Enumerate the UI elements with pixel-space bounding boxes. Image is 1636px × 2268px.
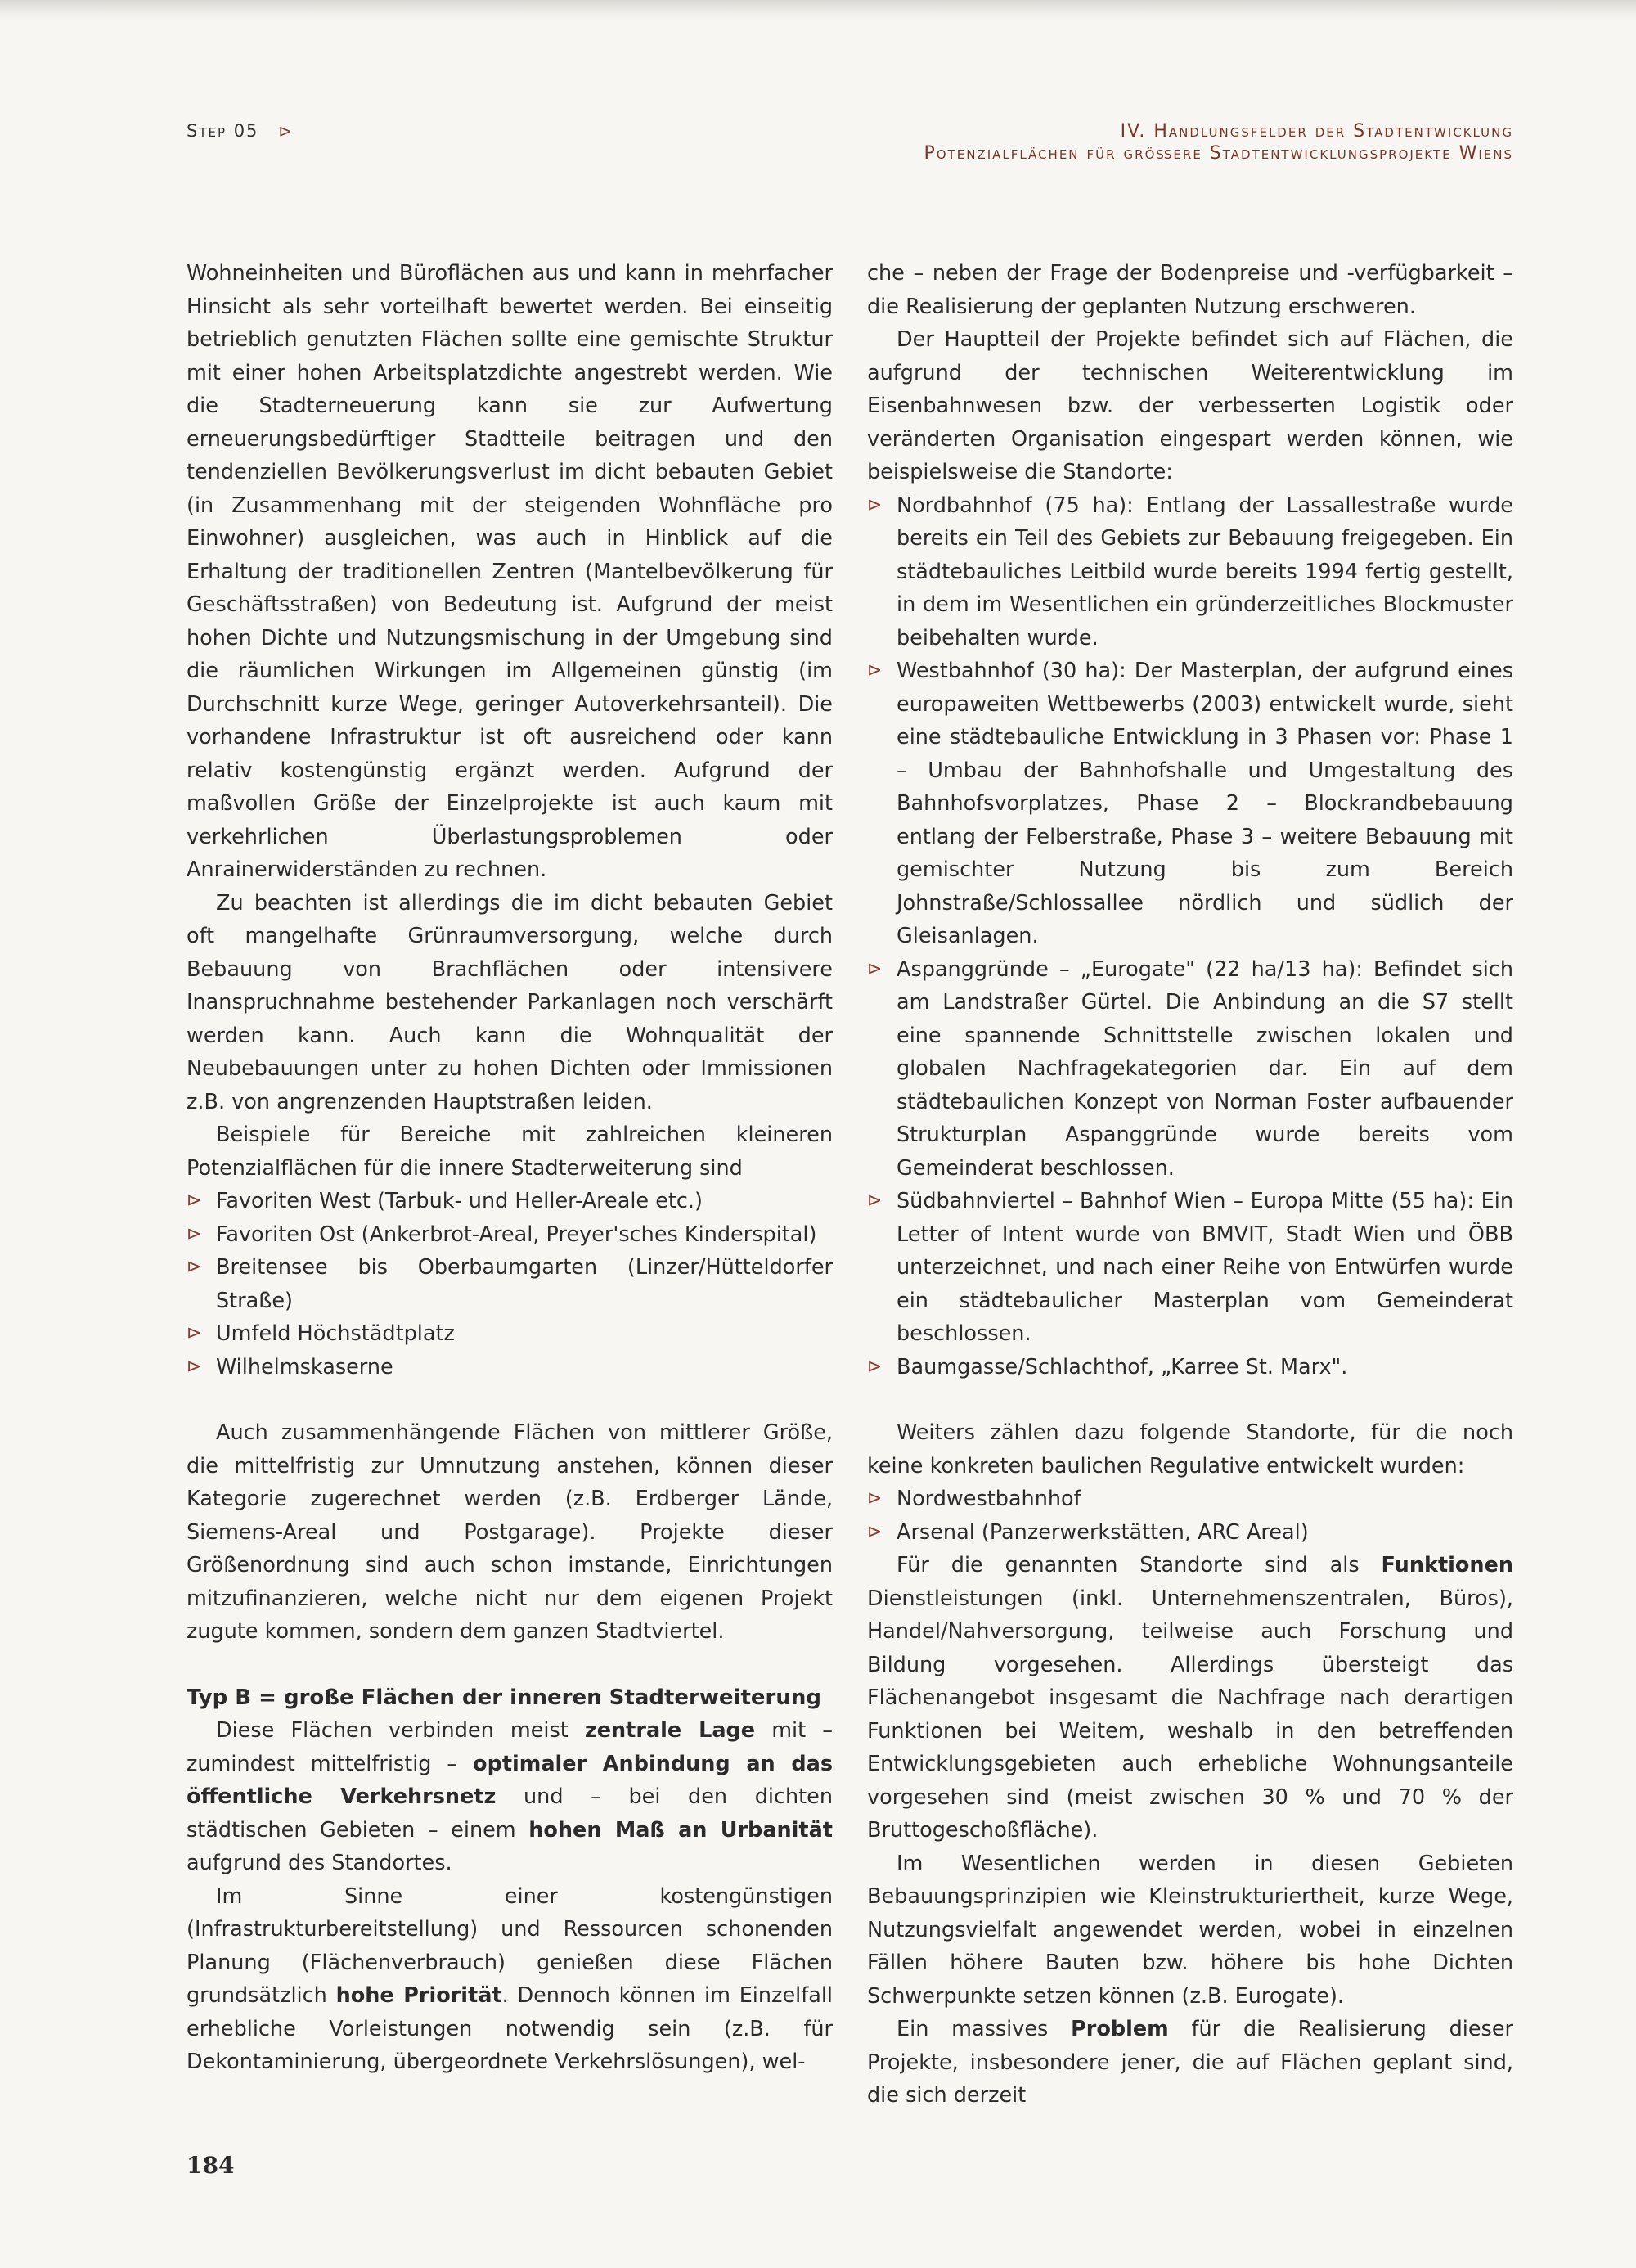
list-item: ⊳ Favoriten Ost (Ankerbrot-Areal, Preyer'sches Kinderspital) bbox=[187, 1218, 833, 1252]
list-item: ⊳ Aspanggründe – „Eurogate" (22 ha/13 ha): Befindet sich am Landstraßer Gürtel. Die Anbindung an die S7 stellt eine spannende Schnittstelle zwischen lokalen und globalen Nachfragekategorien dar. Ein auf dem städtebaulichen Konzept von Norman Foster aufbauender Strukturplan Aspanggründe wurde bereits vom Gemeinderat beschlossen. bbox=[867, 953, 1513, 1186]
triangle-bullet-icon: ⊳ bbox=[867, 1488, 883, 1509]
further-locations-list bbox=[867, 1483, 1513, 1549]
triangle-bullet-icon: ⊳ bbox=[867, 1190, 883, 1211]
triangle-bullet-icon: ⊳ bbox=[867, 660, 883, 681]
list-item: ⊳ Breitensee bis Oberbaumgarten (Linzer/Hütteldorfer Straße) bbox=[187, 1251, 833, 1317]
list-item: ⊳ Umfeld Höchstädtplatz bbox=[187, 1317, 833, 1351]
triangle-bullet-icon: ⊳ bbox=[867, 1356, 883, 1377]
triangle-bullet-icon: ⊳ bbox=[187, 1223, 202, 1244]
list-item: ⊳ Nordbahnhof (75 ha): Entlang der Lassallestraße wurde bereits ein Teil des Gebiets zur Bebauung freigegeben. Ein städtebauliches Leitbild wurde bereits 1994 fertig gestellt, in dem im Wesentlichen ein gründerzeitliches Blockmuster beibehalten wurde. bbox=[867, 489, 1513, 655]
list-item: ⊳ Arsenal (Panzerwerkstätten, ARC Areal) bbox=[867, 1516, 1513, 1550]
paragraph: Beispiele für Bereiche mit zahlreichen kleineren Potenzialflächen für die innere Stadterweiterung sind bbox=[187, 1123, 833, 1181]
step-text: Step 05 bbox=[187, 121, 259, 141]
list-item: ⊳ Favoriten West (Tarbuk- und Heller-Areale etc.) bbox=[187, 1185, 833, 1218]
section-title: Potenzialflächen für größere Stadtentwicklungsprojekte Wiens bbox=[924, 143, 1513, 164]
triangle-bullet-icon: ⊳ bbox=[187, 1356, 202, 1377]
list-item: ⊳ Baumgasse/Schlachthof, „Karree St. Marx". bbox=[867, 1351, 1513, 1384]
paragraph: Der Hauptteil der Projekte befindet sich auf Flächen, die aufgrund der technischen Weiterentwicklung im Eisenbahnwesen bzw. der verbesserten Logistik oder veränderten Organisation eingespart werden können, wie beispielsweise die Standorte: bbox=[867, 327, 1513, 484]
paragraph: Zu beachten ist allerdings die im dicht bebauten Gebiet oft mangelhafte Grünraumversorgung, welche durch Bebauung von Brachflächen oder intensivere Inanspruchnahme bestehender Parkanlagen noch verschärft werden kann. Auch kann die Wohnqualität der Neubebauungen unter zu hohen Dichten oder Immissionen z.B. von angrenzenden Hauptstraßen leiden. bbox=[187, 890, 833, 1114]
triangle-bullet-icon: ⊳ bbox=[867, 494, 883, 515]
list-item: ⊳ Nordwestbahnhof bbox=[867, 1483, 1513, 1516]
triangle-bullet-icon: ⊳ bbox=[187, 1323, 202, 1343]
list-item: ⊳ Wilhelmskaserne bbox=[187, 1351, 833, 1384]
triangle-bullet-icon: ⊳ bbox=[187, 1190, 202, 1211]
triangle-bullet-icon: ⊳ bbox=[867, 1521, 883, 1542]
page-number: 184 bbox=[187, 2152, 235, 2179]
triangle-bullet-icon: ⊳ bbox=[187, 1257, 202, 1277]
paragraph: Im Sinne einer kostengünstigen (Infrastrukturbereitstellung) und Ressourcen schonenden Planung (Flächenverbrauch) genießen diese Flächen grundsätzlich hohe Priorität. Dennoch können im Einzelfall erhebliche Vorleistungen notwendig sein (z.B. für Dekontaminierung, übergeordnete Verkehrslösungen), wel- bbox=[187, 1883, 833, 2074]
step-label bbox=[187, 121, 294, 141]
right-column bbox=[867, 257, 1513, 2113]
paragraph: Auch zusammenhängende Flächen von mittlerer Größe, die mittelfristig zur Umnutzung anstehen, können dieser Kategorie zugerechnet werden (z.B. Erdberger Lände, Siemens-Areal und Postgarage). Projekte dieser Größenordnung sind auch schon imstande, Einrichtungen mitzufinanzieren, welche nicht nur dem eigenen Projekt zugute kommen, sondern dem ganzen Stadtviertel. bbox=[187, 1420, 833, 1644]
list-item: ⊳ Westbahnhof (30 ha): Der Masterplan, der aufgrund eines europaweiten Wettbewerbs (2003) entwickelt wurde, sieht eine städtebauliche Entwicklung in 3 Phasen vor: Phase 1 – Umbau der Bahnhofshalle und Umgestaltung des Bahnhofsvorplatzes, Phase 2 – Blockrandbebauung entlang der Felberstraße, Phase 3 – weitere Bebauung mit gemischter Nutzung bis zum Bereich Johnstraße/Schlossallee nördlich und südlich der Gleisanlagen. bbox=[867, 655, 1513, 953]
examples-list bbox=[187, 1185, 833, 1384]
paragraph: Für die genannten Standorte sind als Funktionen Dienstleistungen (inkl. Unternehmenszentralen, Büros), Handel/Nahversorgung, teilweise auch Forschung und Bildung vorgesehen. Allerdings übersteigt das Flächenangebot insgesamt die Nachfrage nach derartigen Funktionen bei Weitem, weshalb in den betreffenden Entwicklungsgebieten auch erhebliche Wohnungsanteile vorgesehen sind (meist zwischen 30 % und 70 % der Bruttogeschoßfläche). bbox=[867, 1553, 1513, 1843]
paragraph: Diese Flächen verbinden meist zentrale Lage mit – zumindest mittelfristig – optimaler Anbindung an das öffentliche Verkehrsnetz und – bei den dichten städtischen Gebieten – einem hohen Maß an Urbanität aufgrund des Standortes. bbox=[187, 1718, 834, 1875]
list-item: ⊳ Südbahnviertel – Bahnhof Wien – Europa Mitte (55 ha): Ein Letter of Intent wurde von BMVIT, Stadt Wien und ÖBB unterzeichnet, und nach einer Reihe von Entwürfen wurde ein städtebaulicher Masterplan vom Gemeinderat beschlossen. bbox=[867, 1185, 1513, 1351]
paragraph: Ein massives Problem für die Realisierung dieser Projekte, insbesondere jener, die auf Flächen geplant sind, die sich derzeit bbox=[867, 2017, 1513, 2108]
chapter-title: IV. Handlungsfelder der Stadtentwicklung bbox=[1120, 121, 1513, 142]
running-header bbox=[924, 121, 1513, 164]
paragraph: Wohneinheiten und Büroflächen aus und kann in mehrfacher Hinsicht als sehr vorteilhaft bewertet werden. Bei einseitig betrieblich genutzten Flächen sollte eine gemischte Struktur mit einer hohen Arbeitsplatzdichte angestrebt werden. Wie die Stadterneuerung kann sie zur Aufwertung erneuerungsbedürftiger Stadtteile beitragen und den tendenziellen Bevölkerungsverlust im dicht bebauten Gebiet (in Zusammenhang mit der steigenden Wohnfläche pro Einwohner) ausgleichen, was auch in Hinblick auf die Erhaltung der traditionellen Zentren (Mantelbevölkerung für Geschäftsstraßen) von Bedeutung ist. Aufgrund der meist hohen Dichte und Nutzungsmischung in der Umgebung sind die räumlichen Wirkungen im Allgemeinen günstig (im Durchschnitt kurze Wege, geringer Autoverkehrsanteil). Die vorhandene Infrastruktur ist oft ausreichend oder kann relativ kostengünstig ergänzt werden. Aufgrund der maßvollen Größe der Einzelprojekte ist auch kaum mit verkehrlichen Überlastungsproblemen oder Anrainerwiderständen zu rechnen. bbox=[187, 261, 833, 882]
step-arrow-icon: ⊳ bbox=[278, 121, 294, 141]
section-heading: Typ B = große Flächen der inneren Stadterweiterung bbox=[187, 1685, 821, 1710]
paragraph: Im Wesentlichen werden in diesen Gebieten Bebauungsprinzipien wie Kleinstrukturiertheit, kurze Wege, Nutzungsvielfalt angewendet werden, wobei in einzelnen Fällen höhere Bauten bzw. höhere bis hohe Dichten Schwerpunkte setzen können (z.B. Eurogate). bbox=[867, 1851, 1513, 2009]
triangle-bullet-icon: ⊳ bbox=[867, 958, 883, 979]
scan-edge bbox=[0, 0, 1636, 21]
left-column bbox=[187, 257, 833, 2079]
paragraph: Weiters zählen dazu folgende Standorte, für die noch keine konkreten baulichen Regulative entwickelt wurden: bbox=[867, 1420, 1513, 1478]
locations-list bbox=[867, 489, 1513, 1384]
paragraph: che – neben der Frage der Bodenpreise und -verfügbarkeit – die Realisierung der geplanten Nutzung erschweren. bbox=[867, 261, 1513, 319]
